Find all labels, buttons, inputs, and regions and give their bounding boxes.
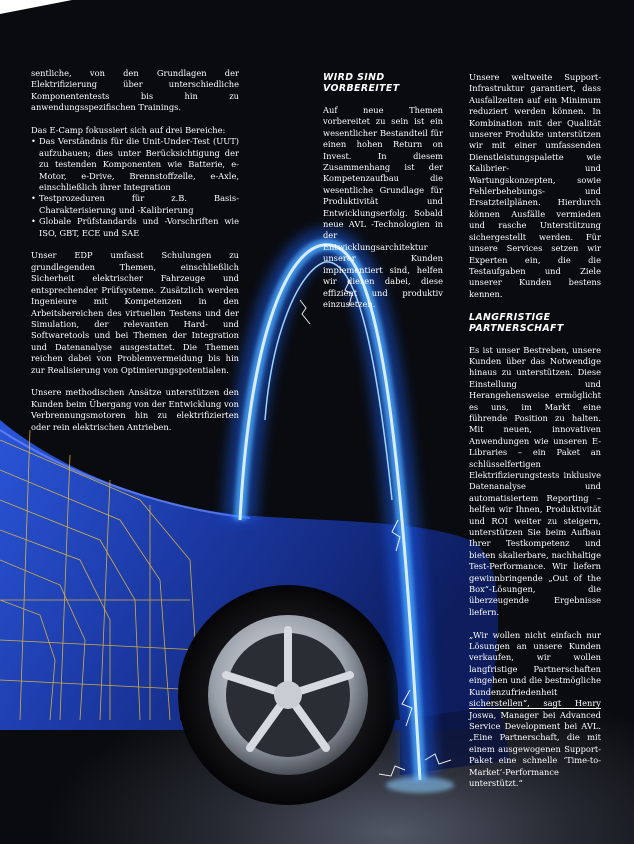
column-middle [323, 72, 443, 322]
heading-line: VORBEREITET [323, 83, 400, 94]
heading-line: LANGFRISTIGE [469, 311, 551, 323]
section-heading-prepared [323, 72, 443, 94]
methods-paragraph: Unsere methodischen Ansätze unterstützen den Kunden beim Übergang von der Entwicklung von Verbrennungsmotoren hin zu elektrifizierten oder rein elektrischen Antrieben. [31, 387, 239, 432]
intro-paragraph: sentliche, von den Grundlagen der Elektrifizierung über unterschiedliche Komponententests bis hin zu anwendungsspezifischen Trainings. [31, 68, 239, 113]
support-paragraph: Unsere weltweite Support-Infrastruktur garantiert, dass Ausfallzeiten auf ein Minimum reduziert werden können. In Kombination mit der Qualität unserer Produkte unterstützen wir mit einer umfassenden Dienstleistungspalette wie Kalibrier- und Wartungskonzepten, sowie Fehlerbehebungs- und Ersatzteilplänen. Hierdurch können Ausfälle vermieden und rasche Unterstützung sichergestellt werden. Für unsere Services setzen wir Experten ein, die die Testaufgaben und Ziele unserer Kunden bestens kennen. [469, 72, 601, 299]
heading-line: WIRD SIND [323, 72, 385, 83]
partnership-paragraph: Es ist unser Bestreben, unsere Kunden über das Notwendige hinaus zu unterstützen. Diese Einstellung und Herangehensweise ermöglicht es uns, im Markt eine führende Position zu halten. Mit neuen, innovativen Anwendungen wie unseren E-Libraries – ein Paket an schlüsselfertigen Elektrifizierungstests inklusive Datenanalyse und automatisiertem Reporting – helfen wir Ihnen, Produktivität und ROI weiter zu steigern, unterstützen Sie beim Aufbau Ihrer Testkompetenz und bieten skalierbare, nachhaltige Test-Performance. Wir liefern gewinnbringende „Out of the Box“-Lösungen, die überzeugende Ergebnisse liefern. [469, 344, 601, 617]
column-right [469, 72, 601, 801]
end-rule [469, 708, 601, 709]
heading-line: PARTNERSCHAFT [469, 322, 564, 334]
edp-paragraph: Unser EDP umfasst Schulungen zu grundlegenden Themen, einschließlich Sicherheit elektrischer Fahrzeuge und entsprechender Prüfsysteme. Zusätzlich werden Ingenieure mit Kompetenzen in den Arbeitsbereichen des virtuellen Testens und der Simulation, der relevanten Hard- und Softwaretools und bei Themen der Integration und Datenanalyse ausgestattet. Die Themen reichen dabei von Problemvermeidung bis hin zur Realisierung von Optimierungspotentialen. [31, 250, 239, 375]
corner-tab [0, 0, 72, 14]
focus-list [31, 136, 239, 239]
list-item: • Globale Prüfstandards und -Vorschriften wie ISO, GBT, ECE und SAE [31, 216, 239, 239]
quote-paragraph: „Wir wollen nicht einfach nur Lösungen an unsere Kunden verkaufen, wir wollen langfristige Partnerschaften eingehen und die bestmögliche Kundenzufriedenheit sicherstellen“, sagt Henry Joswa, Manager bei Advanced Service Development bei AVL. „Eine Partnerschaft, die mit einem ausgewogenen Support-Paket eine schnelle ‘Time-to-Market’-Performance unterstützt.“ [469, 629, 601, 788]
column-left [31, 68, 239, 444]
list-item: • Das Verständnis für die Unit-Under-Test (UUT) aufzubauen; dies unter Berücksichtigung der zu testenden Komponenten wie Batterie, e-Motor, e-Drive, Brennstoffzelle, e-Axle, einschließlich ihrer Integration [31, 136, 239, 193]
focus-lead: Das E-Camp fokussiert sich auf drei Bereiche: [31, 125, 226, 136]
prepared-paragraph: Auf neue Themen vorbereitet zu sein ist ein wesentlicher Bestandteil für einen hohen Return on Invest. In diesem Zusammenhang ist der Kompetenzaufbau die wesentliche Grundlage für Produktivität und Entwicklungserfolg. Sobald neue AVL -Technologien in der Entwicklungsarchitektur unserer Kunden implementiert sind, helfen wir diesen dabei, diese effizient und produktiv einzusetzen. [323, 105, 443, 309]
section-heading-partnership [469, 312, 601, 334]
list-item: • Testprozeduren für z.B. Basis-Charakterisierung und -Kalibrierung [31, 193, 239, 216]
